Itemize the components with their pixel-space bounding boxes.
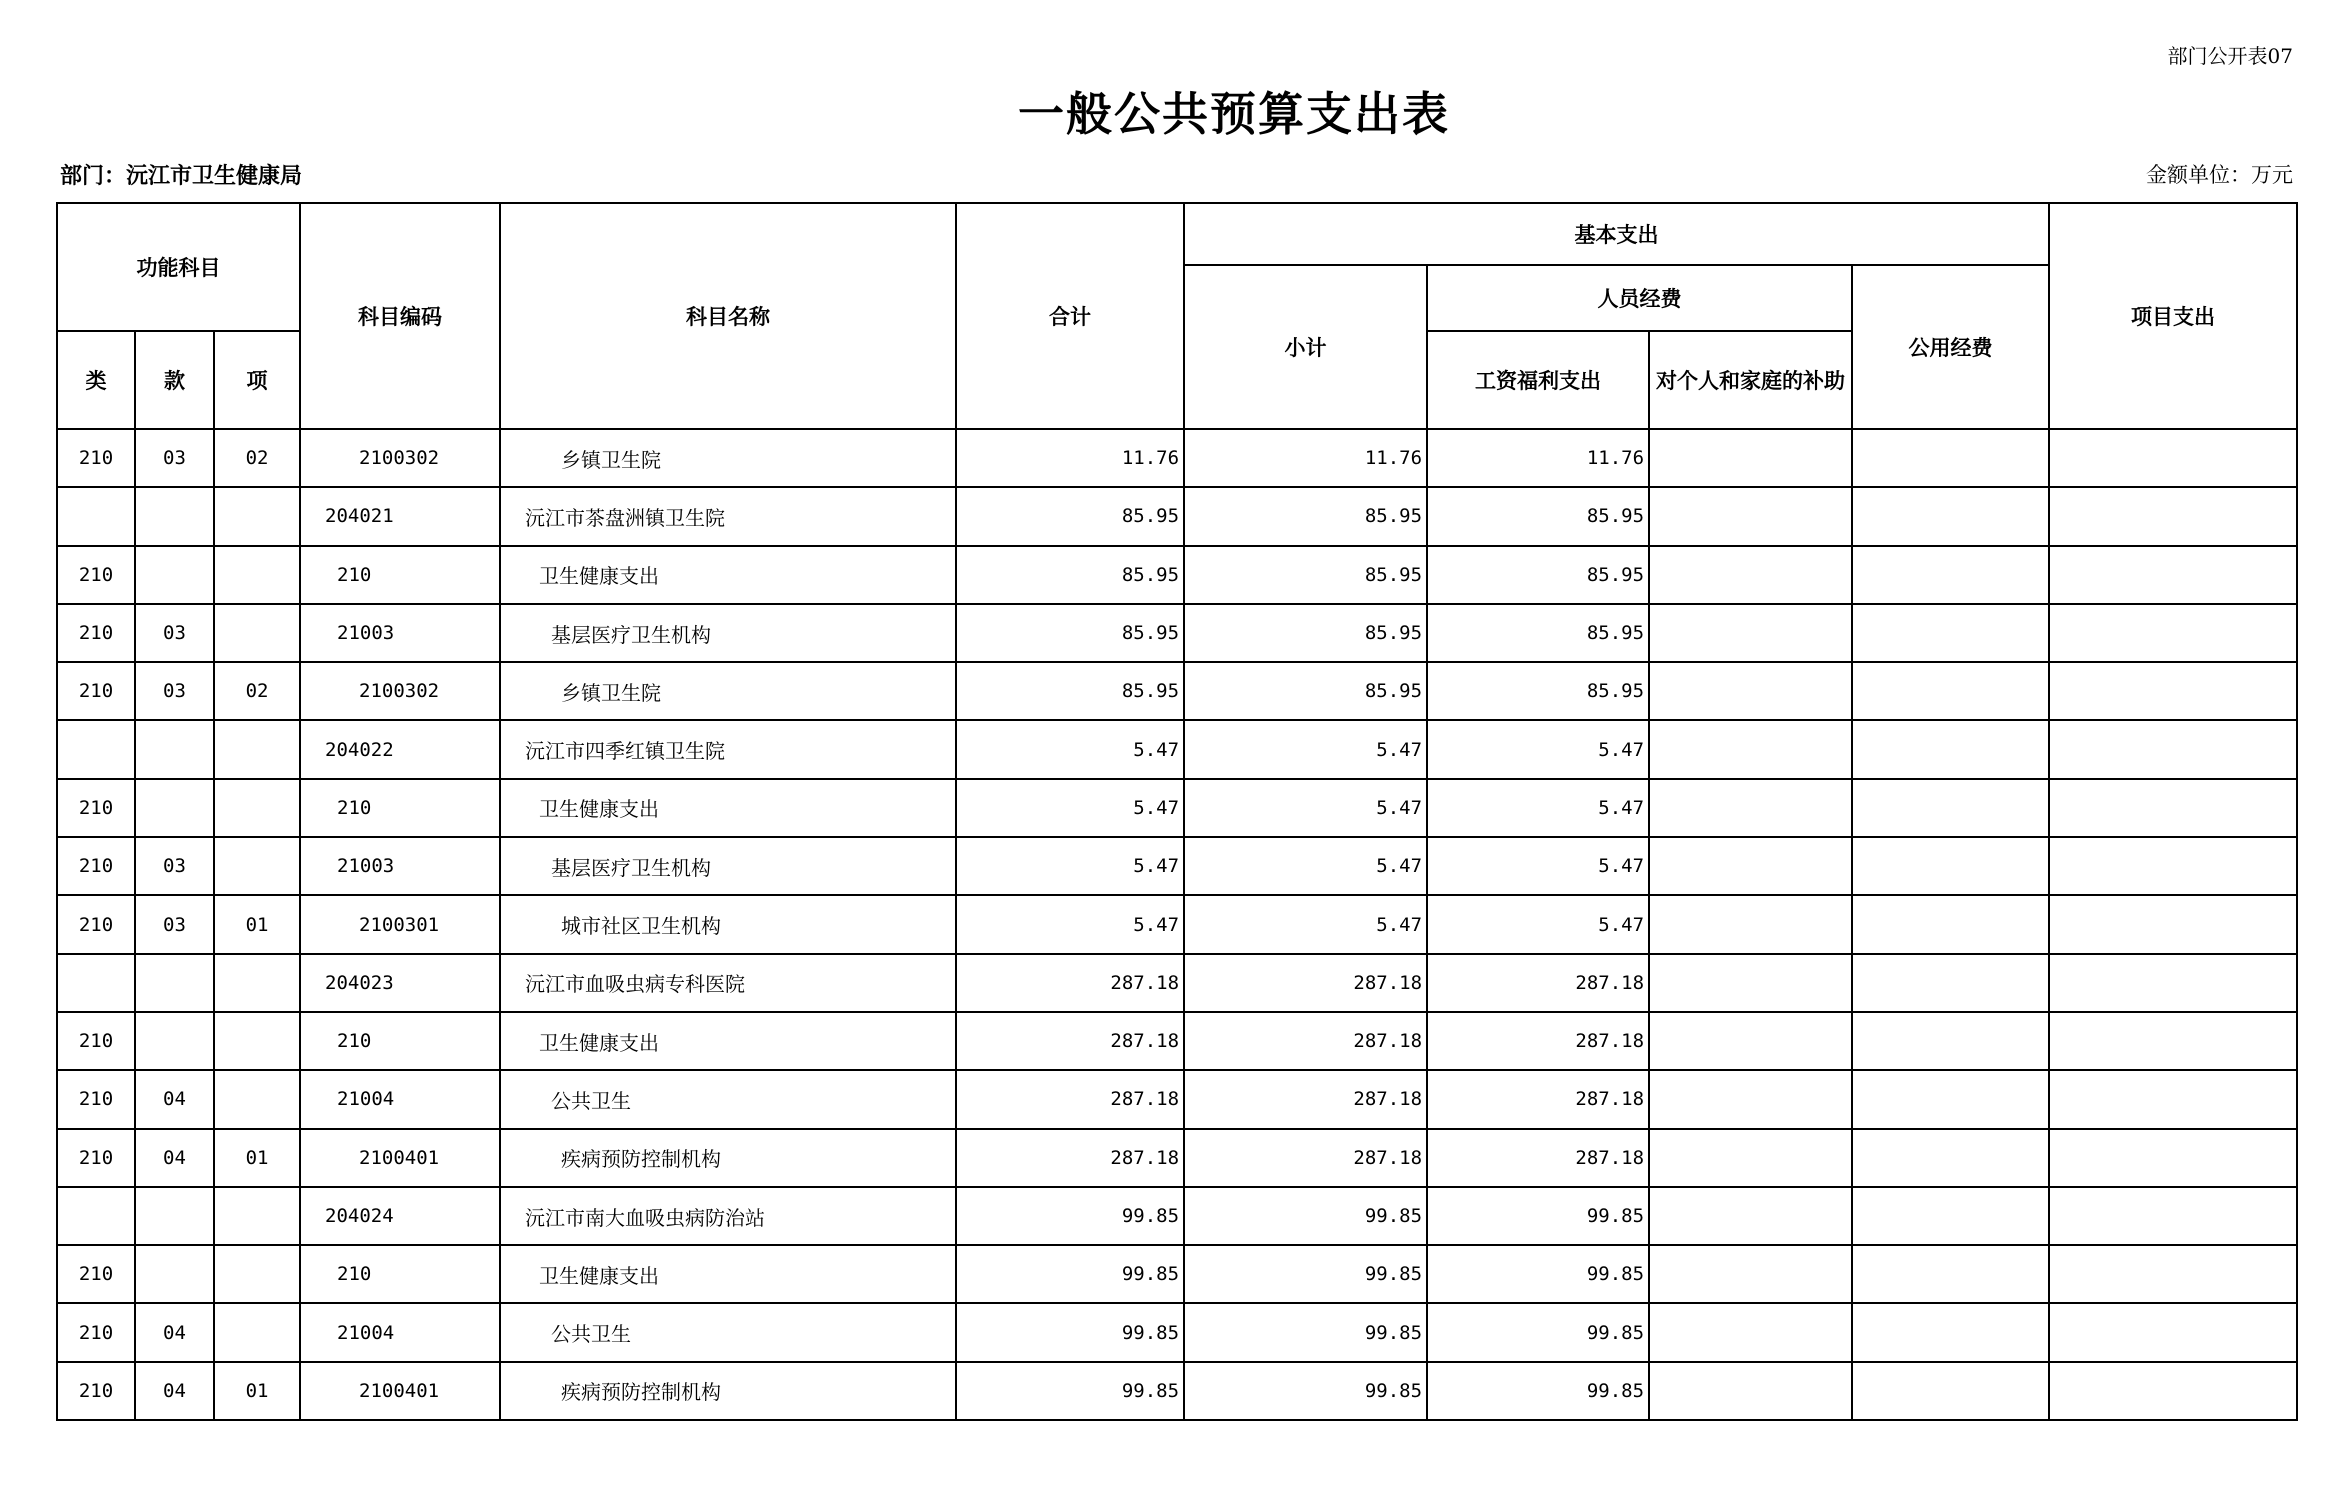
cell-subtotal: 5.47	[1184, 720, 1427, 778]
cell-total: 11.76	[956, 429, 1184, 487]
cell-lei	[57, 720, 135, 778]
cell-subsidy	[1649, 604, 1852, 662]
cell-code: 2100401	[300, 1129, 500, 1187]
cell-wages: 85.95	[1427, 604, 1649, 662]
budget-table	[56, 202, 2298, 1421]
cell-code: 2100301	[300, 895, 500, 953]
cell-kuan	[135, 1245, 214, 1303]
cell-code: 210	[300, 546, 500, 604]
cell-subsidy	[1649, 429, 1852, 487]
table-row	[57, 1362, 2297, 1420]
cell-subtotal: 287.18	[1184, 1070, 1427, 1128]
cell-total: 85.95	[956, 546, 1184, 604]
cell-name: 公共卫生	[500, 1070, 956, 1128]
cell-total: 5.47	[956, 720, 1184, 778]
cell-public	[1852, 1303, 2049, 1361]
cell-wages: 5.47	[1427, 720, 1649, 778]
cell-total: 85.95	[956, 662, 1184, 720]
cell-wages: 5.47	[1427, 837, 1649, 895]
cell-subsidy	[1649, 546, 1852, 604]
cell-subtotal: 287.18	[1184, 954, 1427, 1012]
cell-code: 21004	[300, 1303, 500, 1361]
header-project: 项目支出	[2049, 203, 2297, 429]
cell-xiang: 01	[214, 1129, 300, 1187]
cell-wages: 5.47	[1427, 895, 1649, 953]
cell-subsidy	[1649, 895, 1852, 953]
cell-project	[2049, 779, 2297, 837]
cell-lei: 210	[57, 837, 135, 895]
cell-public	[1852, 604, 2049, 662]
cell-project	[2049, 954, 2297, 1012]
cell-kuan: 03	[135, 662, 214, 720]
cell-kuan	[135, 954, 214, 1012]
cell-public	[1852, 1012, 2049, 1070]
cell-total: 5.47	[956, 895, 1184, 953]
cell-wages: 99.85	[1427, 1245, 1649, 1303]
cell-total: 99.85	[956, 1245, 1184, 1303]
cell-wages: 85.95	[1427, 546, 1649, 604]
cell-wages: 85.95	[1427, 487, 1649, 545]
cell-public	[1852, 895, 2049, 953]
cell-lei	[57, 954, 135, 1012]
cell-lei: 210	[57, 546, 135, 604]
unit-label: 金额单位：万元	[2146, 163, 2293, 187]
cell-project	[2049, 895, 2297, 953]
cell-project	[2049, 1070, 2297, 1128]
cell-subtotal: 99.85	[1184, 1187, 1427, 1245]
cell-kuan	[135, 779, 214, 837]
cell-kuan: 03	[135, 429, 214, 487]
cell-project	[2049, 837, 2297, 895]
table-row	[57, 954, 2297, 1012]
cell-wages: 11.76	[1427, 429, 1649, 487]
cell-project	[2049, 429, 2297, 487]
cell-total: 5.47	[956, 779, 1184, 837]
cell-subsidy	[1649, 1012, 1852, 1070]
cell-name: 沅江市血吸虫病专科医院	[500, 954, 956, 1012]
header-lei: 类	[57, 331, 135, 429]
cell-code: 21003	[300, 837, 500, 895]
cell-lei	[57, 487, 135, 545]
cell-wages: 99.85	[1427, 1303, 1649, 1361]
cell-subtotal: 85.95	[1184, 546, 1427, 604]
cell-total: 85.95	[956, 604, 1184, 662]
cell-kuan	[135, 1012, 214, 1070]
cell-xiang	[214, 1187, 300, 1245]
cell-project	[2049, 1129, 2297, 1187]
cell-total: 287.18	[956, 1012, 1184, 1070]
cell-xiang	[214, 1012, 300, 1070]
cell-subsidy	[1649, 1187, 1852, 1245]
cell-wages: 287.18	[1427, 1129, 1649, 1187]
cell-public	[1852, 429, 2049, 487]
cell-project	[2049, 1362, 2297, 1420]
cell-project	[2049, 546, 2297, 604]
form-id-label: 部门公开表07	[2167, 44, 2293, 68]
cell-kuan: 04	[135, 1070, 214, 1128]
cell-wages: 85.95	[1427, 662, 1649, 720]
header-personnel: 人员经费	[1427, 265, 1852, 331]
cell-lei: 210	[57, 779, 135, 837]
table-row	[57, 546, 2297, 604]
cell-public	[1852, 487, 2049, 545]
cell-name: 沅江市茶盘洲镇卫生院	[500, 487, 956, 545]
cell-subtotal: 85.95	[1184, 487, 1427, 545]
header-total: 合计	[956, 203, 1184, 429]
header-wages: 工资福利支出	[1427, 331, 1649, 429]
cell-kuan: 03	[135, 895, 214, 953]
cell-xiang	[214, 546, 300, 604]
cell-code: 2100302	[300, 429, 500, 487]
cell-subsidy	[1649, 1245, 1852, 1303]
cell-code: 210	[300, 1012, 500, 1070]
cell-xiang	[214, 954, 300, 1012]
cell-xiang: 01	[214, 1362, 300, 1420]
table-row	[57, 662, 2297, 720]
cell-code: 204022	[300, 720, 500, 778]
cell-name: 沅江市四季红镇卫生院	[500, 720, 956, 778]
cell-kuan: 03	[135, 837, 214, 895]
cell-subtotal: 85.95	[1184, 662, 1427, 720]
cell-subtotal: 287.18	[1184, 1129, 1427, 1187]
cell-kuan: 04	[135, 1129, 214, 1187]
cell-subtotal: 287.18	[1184, 1012, 1427, 1070]
cell-code: 204024	[300, 1187, 500, 1245]
cell-name: 卫生健康支出	[500, 779, 956, 837]
cell-kuan: 04	[135, 1303, 214, 1361]
cell-code: 210	[300, 779, 500, 837]
table-row	[57, 1245, 2297, 1303]
cell-name: 乡镇卫生院	[500, 662, 956, 720]
cell-project	[2049, 487, 2297, 545]
cell-lei: 210	[57, 1129, 135, 1187]
cell-total: 99.85	[956, 1187, 1184, 1245]
cell-lei: 210	[57, 1245, 135, 1303]
cell-subsidy	[1649, 837, 1852, 895]
table-row	[57, 720, 2297, 778]
cell-name: 基层医疗卫生机构	[500, 837, 956, 895]
header-public: 公用经费	[1852, 265, 2049, 429]
table-row	[57, 1187, 2297, 1245]
cell-wages: 287.18	[1427, 1012, 1649, 1070]
cell-total: 99.85	[956, 1362, 1184, 1420]
cell-project	[2049, 1303, 2297, 1361]
cell-xiang	[214, 604, 300, 662]
cell-public	[1852, 662, 2049, 720]
cell-kuan: 04	[135, 1362, 214, 1420]
cell-public	[1852, 954, 2049, 1012]
cell-public	[1852, 1362, 2049, 1420]
cell-project	[2049, 1187, 2297, 1245]
cell-subsidy	[1649, 487, 1852, 545]
header-subsidy: 对个人和家庭的补助	[1649, 331, 1852, 429]
cell-code: 204023	[300, 954, 500, 1012]
cell-lei: 210	[57, 1012, 135, 1070]
cell-name: 卫生健康支出	[500, 1012, 956, 1070]
cell-xiang	[214, 487, 300, 545]
cell-public	[1852, 720, 2049, 778]
cell-xiang: 02	[214, 429, 300, 487]
cell-wages: 99.85	[1427, 1362, 1649, 1420]
cell-public	[1852, 1245, 2049, 1303]
cell-name: 城市社区卫生机构	[500, 895, 956, 953]
table-row	[57, 779, 2297, 837]
table-row	[57, 487, 2297, 545]
header-kuan: 款	[135, 331, 214, 429]
cell-xiang	[214, 1303, 300, 1361]
cell-lei: 210	[57, 1303, 135, 1361]
cell-kuan: 03	[135, 604, 214, 662]
cell-wages: 5.47	[1427, 779, 1649, 837]
cell-wages: 99.85	[1427, 1187, 1649, 1245]
cell-subsidy	[1649, 720, 1852, 778]
cell-kuan	[135, 1187, 214, 1245]
cell-public	[1852, 779, 2049, 837]
cell-project	[2049, 662, 2297, 720]
cell-xiang	[214, 1245, 300, 1303]
cell-lei: 210	[57, 895, 135, 953]
cell-total: 99.85	[956, 1303, 1184, 1361]
cell-kuan	[135, 546, 214, 604]
cell-project	[2049, 1012, 2297, 1070]
page-title: 一般公共预算支出表	[1018, 87, 1450, 141]
table-row	[57, 1303, 2297, 1361]
header-subtotal: 小计	[1184, 265, 1427, 429]
header-code: 科目编码	[300, 203, 500, 429]
table-row	[57, 1129, 2297, 1187]
cell-lei: 210	[57, 662, 135, 720]
cell-total: 287.18	[956, 1070, 1184, 1128]
cell-name: 疾病预防控制机构	[500, 1129, 956, 1187]
cell-xiang: 02	[214, 662, 300, 720]
table-row	[57, 1070, 2297, 1128]
cell-name: 沅江市南大血吸虫病防治站	[500, 1187, 956, 1245]
cell-public	[1852, 1129, 2049, 1187]
table-row	[57, 1012, 2297, 1070]
cell-project	[2049, 720, 2297, 778]
cell-code: 21004	[300, 1070, 500, 1128]
cell-name: 基层医疗卫生机构	[500, 604, 956, 662]
header-basic: 基本支出	[1184, 203, 2049, 265]
cell-code: 210	[300, 1245, 500, 1303]
department-label: 部门：沅江市卫生健康局	[60, 164, 303, 189]
table-row	[57, 837, 2297, 895]
cell-code: 2100401	[300, 1362, 500, 1420]
cell-subsidy	[1649, 662, 1852, 720]
cell-code: 204021	[300, 487, 500, 545]
cell-total: 85.95	[956, 487, 1184, 545]
cell-name: 疾病预防控制机构	[500, 1362, 956, 1420]
cell-subtotal: 99.85	[1184, 1245, 1427, 1303]
cell-xiang	[214, 720, 300, 778]
table-row	[57, 895, 2297, 953]
cell-public	[1852, 546, 2049, 604]
cell-subtotal: 5.47	[1184, 837, 1427, 895]
cell-project	[2049, 604, 2297, 662]
cell-subsidy	[1649, 779, 1852, 837]
table-body	[57, 429, 2297, 1420]
cell-subsidy	[1649, 954, 1852, 1012]
cell-name: 乡镇卫生院	[500, 429, 956, 487]
cell-wages: 287.18	[1427, 954, 1649, 1012]
cell-xiang	[214, 837, 300, 895]
cell-lei: 210	[57, 1362, 135, 1420]
cell-total: 5.47	[956, 837, 1184, 895]
header-xiang: 项	[214, 331, 300, 429]
cell-xiang: 01	[214, 895, 300, 953]
cell-lei: 210	[57, 429, 135, 487]
cell-name: 公共卫生	[500, 1303, 956, 1361]
cell-subtotal: 99.85	[1184, 1303, 1427, 1361]
cell-name: 卫生健康支出	[500, 1245, 956, 1303]
cell-lei: 210	[57, 604, 135, 662]
cell-subsidy	[1649, 1129, 1852, 1187]
cell-public	[1852, 1070, 2049, 1128]
cell-subtotal: 85.95	[1184, 604, 1427, 662]
cell-public	[1852, 837, 2049, 895]
cell-code: 21003	[300, 604, 500, 662]
table-row	[57, 604, 2297, 662]
table-row	[57, 429, 2297, 487]
cell-subsidy	[1649, 1303, 1852, 1361]
cell-name: 卫生健康支出	[500, 546, 956, 604]
cell-subsidy	[1649, 1070, 1852, 1128]
cell-subtotal: 5.47	[1184, 779, 1427, 837]
cell-subtotal: 11.76	[1184, 429, 1427, 487]
cell-xiang	[214, 1070, 300, 1128]
cell-lei	[57, 1187, 135, 1245]
cell-subtotal: 99.85	[1184, 1362, 1427, 1420]
cell-subsidy	[1649, 1362, 1852, 1420]
cell-project	[2049, 1245, 2297, 1303]
cell-subtotal: 5.47	[1184, 895, 1427, 953]
cell-xiang	[214, 779, 300, 837]
cell-kuan	[135, 487, 214, 545]
cell-code: 2100302	[300, 662, 500, 720]
cell-kuan	[135, 720, 214, 778]
header-func-subject: 功能科目	[57, 203, 300, 331]
header-name: 科目名称	[500, 203, 956, 429]
cell-total: 287.18	[956, 1129, 1184, 1187]
cell-total: 287.18	[956, 954, 1184, 1012]
cell-wages: 287.18	[1427, 1070, 1649, 1128]
cell-public	[1852, 1187, 2049, 1245]
cell-lei: 210	[57, 1070, 135, 1128]
